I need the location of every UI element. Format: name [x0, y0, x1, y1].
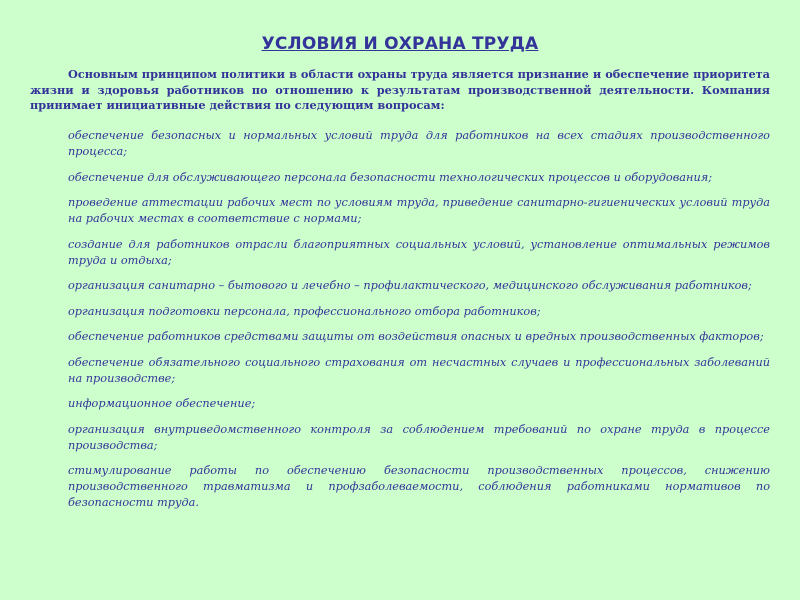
- list-item: [30, 463, 770, 511]
- list-item: [30, 170, 770, 186]
- slide-title: УСЛОВИЯ И ОХРАНА ТРУДА: [261, 34, 539, 54]
- list-item-text: стимулирование работы по обеспечению безопасности производственных процессов, снижению производственного травматизма и профзаболеваемости, соблюдения работниками нормативов по безопасности труда.: [68, 464, 770, 509]
- list-item-text: организация подготовки персонала, профессионального отбора работников;: [68, 304, 541, 318]
- list-item: [30, 195, 770, 227]
- list-item: [30, 278, 770, 294]
- measures-list: [30, 128, 770, 521]
- list-item-text: обеспечение безопасных и нормальных условий труда для работников на всех стадиях производственного процесса;: [68, 129, 770, 158]
- list-item-text: обеспечение обязательного социального страхования от несчастных случаев и профессиональных заболеваний на производстве;: [68, 355, 770, 385]
- list-item: [30, 128, 770, 160]
- list-item: [30, 396, 770, 412]
- list-item-text: создание для работников отрасли благоприятных социальных условий, установление оптимальных режимов труда и отдыха;: [68, 237, 770, 267]
- list-item-text: обеспечение для обслуживающего персонала безопасности технологических процессов и оборудования;: [68, 170, 713, 184]
- list-item-text: организация внутриведомственного контроля за соблюдением требований по охране труда в процессе производства;: [68, 422, 770, 452]
- list-item: [30, 422, 770, 454]
- list-item-text: проведение аттестации рабочих мест по условиям труда, приведение санитарно-гигиенических условий труда на рабочих местах в соответствие с нормами;: [68, 196, 770, 225]
- list-item: [30, 304, 770, 320]
- intro-paragraph: Основным принципом политики в области охраны труда является признание и обеспечение приоритета жизни и здоровья работников по отношению к результатам производственной деятельности. Компания принимает инициативные действия по следующим вопросам:: [30, 67, 770, 112]
- list-item-text: информационное обеспечение;: [68, 397, 256, 410]
- list-item-text: обеспечение работников средствами защиты от воздействия опасных и вредных производственных факторов;: [68, 330, 764, 343]
- list-item-text: организация санитарно – бытового и лечебно – профилактического, медицинского обслуживания работников;: [68, 279, 752, 292]
- list-item: [30, 329, 770, 345]
- list-item: [30, 355, 770, 387]
- list-item: [30, 237, 770, 269]
